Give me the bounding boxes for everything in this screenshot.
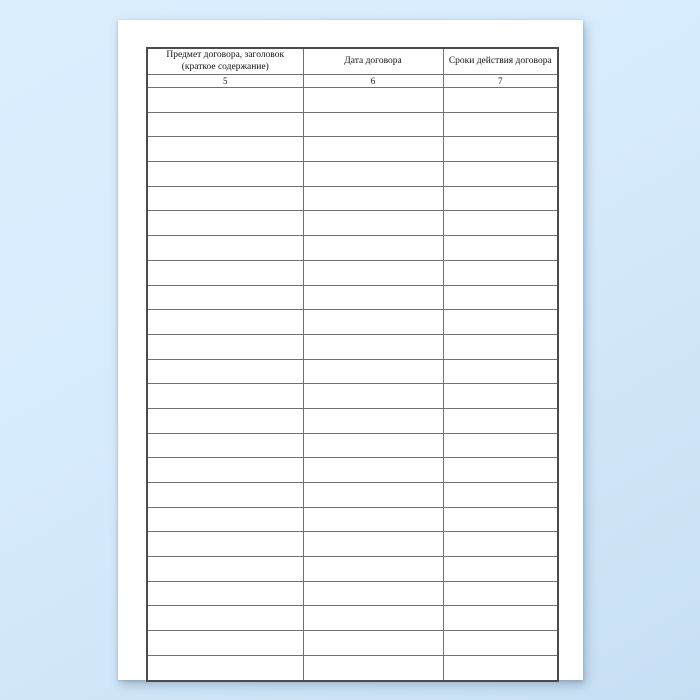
column-number-cell: 6 (303, 75, 443, 88)
empty-cell (303, 260, 443, 285)
empty-cell (303, 310, 443, 335)
empty-row (147, 186, 558, 211)
empty-row (147, 88, 558, 113)
column-number-cell: 7 (443, 75, 558, 88)
empty-cell (147, 186, 303, 211)
empty-cell (303, 507, 443, 532)
empty-cell (147, 408, 303, 433)
empty-cell (303, 557, 443, 582)
empty-cell (443, 384, 558, 409)
empty-row (147, 359, 558, 384)
empty-row (147, 483, 558, 508)
contracts-register-table (146, 47, 559, 682)
empty-cell (443, 557, 558, 582)
empty-cell (303, 433, 443, 458)
empty-row (147, 137, 558, 162)
empty-cell (443, 162, 558, 187)
empty-cell (443, 433, 558, 458)
empty-cell (443, 211, 558, 236)
empty-cell (303, 384, 443, 409)
empty-cell (303, 112, 443, 137)
empty-cell (147, 162, 303, 187)
empty-cell (443, 334, 558, 359)
empty-rows-body (147, 88, 558, 681)
empty-row (147, 655, 558, 680)
empty-row (147, 557, 558, 582)
empty-cell (147, 433, 303, 458)
column-number-cell: 5 (147, 75, 303, 88)
empty-cell (443, 581, 558, 606)
empty-row (147, 112, 558, 137)
empty-cell (303, 285, 443, 310)
empty-cell (303, 236, 443, 261)
empty-row (147, 334, 558, 359)
header-cell-subject: Предмет договора, заголовок (краткое содержание) (147, 48, 303, 75)
empty-row (147, 458, 558, 483)
empty-cell (147, 260, 303, 285)
empty-cell (147, 384, 303, 409)
empty-row (147, 285, 558, 310)
empty-cell (147, 137, 303, 162)
empty-cell (147, 581, 303, 606)
empty-cell (147, 631, 303, 656)
empty-cell (303, 606, 443, 631)
empty-row (147, 631, 558, 656)
empty-cell (147, 458, 303, 483)
empty-cell (303, 359, 443, 384)
empty-cell (443, 359, 558, 384)
empty-cell (147, 557, 303, 582)
empty-cell (443, 408, 558, 433)
empty-cell (147, 606, 303, 631)
header-cell-validity: Сроки действия договора (443, 48, 558, 75)
empty-cell (443, 507, 558, 532)
empty-cell (443, 458, 558, 483)
empty-cell (147, 88, 303, 113)
empty-cell (303, 186, 443, 211)
empty-cell (303, 88, 443, 113)
empty-cell (443, 236, 558, 261)
empty-row (147, 433, 558, 458)
empty-row (147, 310, 558, 335)
empty-cell (303, 137, 443, 162)
empty-cell (443, 260, 558, 285)
empty-cell (303, 631, 443, 656)
empty-cell (443, 88, 558, 113)
document-page (118, 20, 583, 680)
empty-cell (303, 581, 443, 606)
empty-cell (147, 507, 303, 532)
empty-row (147, 532, 558, 557)
empty-cell (443, 285, 558, 310)
empty-cell (303, 655, 443, 680)
empty-cell (147, 532, 303, 557)
empty-cell (443, 532, 558, 557)
empty-cell (303, 211, 443, 236)
empty-cell (443, 483, 558, 508)
empty-cell (443, 137, 558, 162)
header-cell-date: Дата договора (303, 48, 443, 75)
empty-cell (303, 162, 443, 187)
empty-cell (443, 631, 558, 656)
empty-row (147, 507, 558, 532)
empty-cell (443, 606, 558, 631)
empty-row (147, 408, 558, 433)
empty-cell (443, 655, 558, 680)
empty-cell (147, 359, 303, 384)
empty-row (147, 162, 558, 187)
empty-cell (147, 483, 303, 508)
empty-cell (303, 532, 443, 557)
empty-cell (303, 458, 443, 483)
empty-row (147, 260, 558, 285)
empty-cell (147, 236, 303, 261)
empty-row (147, 581, 558, 606)
table-head (147, 48, 558, 88)
empty-cell (443, 112, 558, 137)
empty-cell (443, 310, 558, 335)
column-number-row (147, 75, 558, 88)
empty-cell (147, 211, 303, 236)
empty-cell (303, 334, 443, 359)
empty-row (147, 236, 558, 261)
empty-cell (443, 186, 558, 211)
empty-cell (147, 285, 303, 310)
empty-cell (303, 483, 443, 508)
empty-cell (147, 112, 303, 137)
empty-row (147, 606, 558, 631)
empty-cell (147, 310, 303, 335)
table-header-row (147, 48, 558, 75)
empty-cell (303, 408, 443, 433)
empty-cell (147, 334, 303, 359)
empty-cell (147, 655, 303, 680)
empty-row (147, 211, 558, 236)
empty-row (147, 384, 558, 409)
